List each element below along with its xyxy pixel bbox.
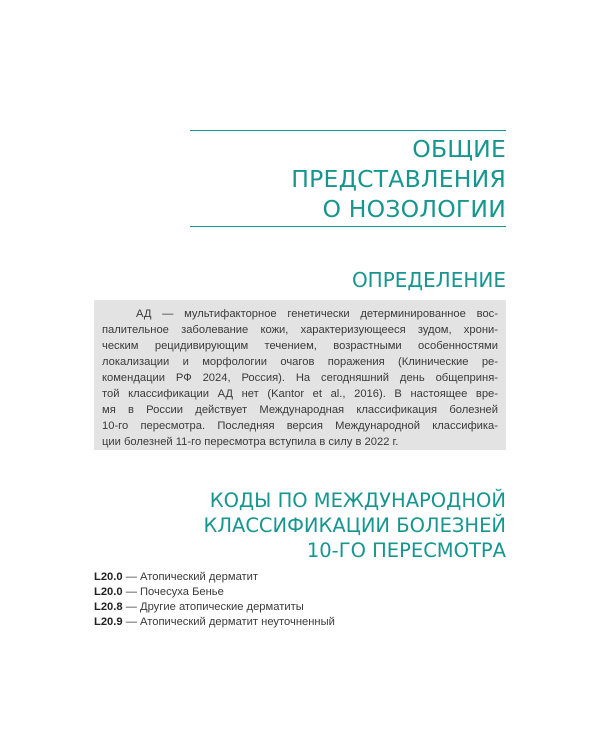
definition-box bbox=[94, 300, 506, 450]
icd-code: L20.0 bbox=[94, 586, 123, 598]
list-item bbox=[94, 600, 506, 615]
chapter-title-line-2: О НОЗОЛОГИИ bbox=[322, 195, 506, 223]
definition-line-1: АД — мультифакторное генетически детерминированное вос- bbox=[136, 308, 498, 320]
list-item bbox=[94, 615, 506, 630]
list-item bbox=[94, 585, 506, 600]
icd-code: L20.8 bbox=[94, 601, 123, 613]
definition-line-3: ческим рецидивирующим течением, возрастными особенностями bbox=[102, 340, 498, 352]
icd-heading-line-3: 10-ГО ПЕРЕСМОТРА bbox=[306, 539, 506, 562]
icd-code: L20.9 bbox=[94, 616, 123, 628]
definition-heading: ОПРЕДЕЛЕНИЕ bbox=[351, 268, 506, 292]
definition-line-8: 10-го пересмотра. Последняя версия Международной классифика- bbox=[102, 420, 498, 432]
definition-line-4: локализации и морфологии очагов поражения (Клинические ре- bbox=[102, 356, 498, 368]
definition-line-7: мя в России действует Международная классификация болезней bbox=[102, 404, 498, 416]
chapter-title-line-1: ОБЩИЕ ПРЕДСТАВЛЕНИЯ bbox=[291, 135, 506, 193]
definition-line-2: палительное заболевание кожи, характеризующееся зудом, хрони- bbox=[102, 324, 498, 336]
icd-heading-line-2: КЛАССИФИКАЦИИ БОЛЕЗНЕЙ bbox=[203, 514, 506, 537]
icd-codes-heading bbox=[166, 488, 506, 563]
icd-description: — Атопический дерматит неуточненный bbox=[122, 616, 335, 628]
definition-line-6: той классификации АД нет (Kantor et al., 2016). В настоящее вре- bbox=[102, 388, 498, 400]
list-item bbox=[94, 570, 506, 585]
icd-description: — Почесуха Бенье bbox=[122, 586, 224, 598]
icd-description: — Другие атопические дерматиты bbox=[122, 601, 304, 613]
definition-line-9: ции болезней 11-го пересмотра вступила в силу в 2022 г. bbox=[102, 436, 399, 448]
chapter-title bbox=[190, 130, 506, 227]
icd-codes-list bbox=[94, 570, 506, 630]
definition-line-5: комендации РФ 2024, Россия). На сегодняшний день общеприня- bbox=[102, 372, 498, 384]
icd-description: — Атопический дерматит bbox=[122, 571, 259, 583]
icd-heading-line-1: КОДЫ ПО МЕЖДУНАРОДНОЙ bbox=[209, 489, 506, 512]
icd-code: L20.0 bbox=[94, 571, 123, 583]
